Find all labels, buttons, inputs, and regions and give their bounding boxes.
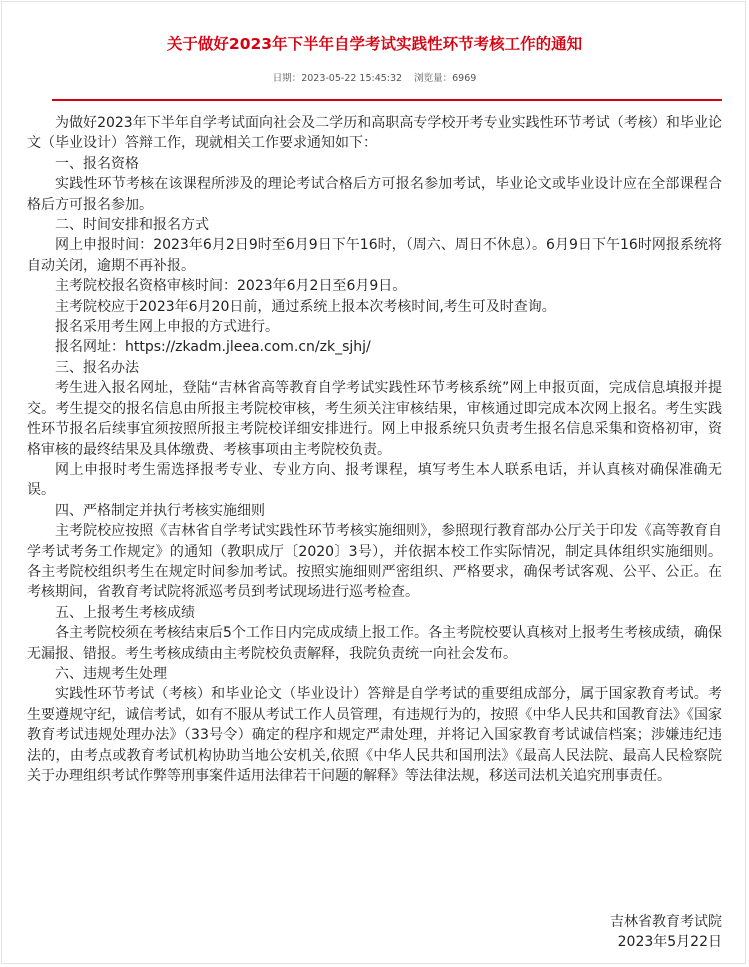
article-body [27, 113, 722, 786]
view-count: 浏览量：6969 [414, 73, 477, 84]
signature-date: 2023年5月22日 [617, 934, 722, 951]
body-paragraph: 网上申报时间：2023年6月2日9时至6月9日下午16时，（周六、周日不休息）。6月9日下午16时网报系统将自动关闭，逾期不再补报。 [27, 237, 722, 274]
body-paragraph: 报名采用考生网上申报的方式进行。 [55, 319, 279, 336]
section-heading: 四、严格制定并执行考核实施细则 [55, 502, 265, 519]
title-divider [52, 99, 722, 101]
section-heading: 六、违规考生处理 [55, 665, 167, 682]
section-heading: 二、时间安排和报名方式 [55, 217, 209, 234]
intro-paragraph: 为做好2023年下半年自学考试面向社会及二学历和高职高专学校开考专业实践性环节考试（考核）和毕业论文（毕业设计）答辩工作，现就相关工作要求通知如下： [27, 115, 722, 152]
body-paragraph: 主考院校应按照《吉林省自学考试实践性环节考核实施细则》，参照现行教育部办公厅关于印发《高等教育自学考试考务工作规定》的通知（教职成厅〔2020〕3号），并依据本校工作实际情况，制定具体组织实施细则。各主考院校组织考生在规定时间参加考试。按照实施细则严密组织、严格要求，确保考试客观、公平、公正。在考核期间，省教育考试院将派巡考员到考试现场进行巡考检查。 [27, 523, 722, 601]
registration-url[interactable]: 报名网址：https://zkadm.jleea.com.cn/zk_sjhj/ [55, 339, 371, 356]
body-paragraph: 实践性环节考核在该课程所涉及的理论考试合格后方可报名参加考试，毕业论文或毕业设计应在全部课程合格后方可报名参加。 [27, 176, 722, 213]
body-paragraph: 主考院校应于2023年6月20日前，通过系统上报本次考核时间,考生可及时查询。 [55, 298, 556, 315]
body-paragraph: 考生进入报名网址，登陆“吉林省高等教育自学考试实践性环节考核系统”网上申报页面，完成信息填报并提交。考生提交的报名信息由所报主考院校审核，考生须关注审核结果，审核通过即完成本次网上报名。考生实践性环节报名后续事宜须按照所报主考院校详细安排进行。网上申报系统只负责考生报名信息采集和资格初审，资格审核的最终结果及具体缴费、考核事项由主考院校负责。 [27, 380, 722, 458]
body-paragraph: 各主考院校须在考核结束后5个工作日内完成成绩上报工作。各主考院校要认真核对上报考生考核成绩，确保无漏报、错报。考生考核成绩由主考院校负责解释，我院负责统一向社会发布。 [27, 625, 722, 662]
section-heading: 五、上报考生考核成绩 [55, 604, 195, 621]
publish-date: 日期：2023-05-22 15:45:32 [272, 73, 403, 84]
article-meta [0, 70, 749, 84]
body-paragraph: 实践性环节考试（考核）和毕业论文（毕业设计）答辩是自学考试的重要组成部分，属于国家教育考试。考生要遵规守纪，诚信考试，如有不服从考试工作人员管理，有违规行为的，按照《中华人民共和国教育法》《国家教育考试违规处理办法》（33号令）确定的程序和规定严肃处理，并将记入国家教育考试诚信档案；涉嫌违纪违法的，由考点或教育考试机构协助当地公安机关,依照《中华人民共和国刑法》《最高人民法院、最高人民检察院关于办理组织考试作弊等刑事案件适用法律若干问题的解释》等法律法规，移送司法机关追究刑事责任。 [27, 686, 722, 784]
body-paragraph: 主考院校报名资格审核时间：2023年6月2日至6月9日。 [55, 278, 407, 295]
body-paragraph: 网上申报时考生需选择报考专业、专业方向、报考课程，填写考生本人联系电话，并认真核对确保准确无误。 [27, 461, 722, 499]
signature-block [610, 912, 722, 953]
section-heading: 三、报名办法 [55, 359, 139, 376]
section-heading: 一、报名资格 [55, 155, 139, 172]
signature-org: 吉林省教育考试院 [610, 914, 722, 930]
article-title: 关于做好2023年下半年自学考试实践性环节考核工作的通知 [166, 35, 583, 53]
